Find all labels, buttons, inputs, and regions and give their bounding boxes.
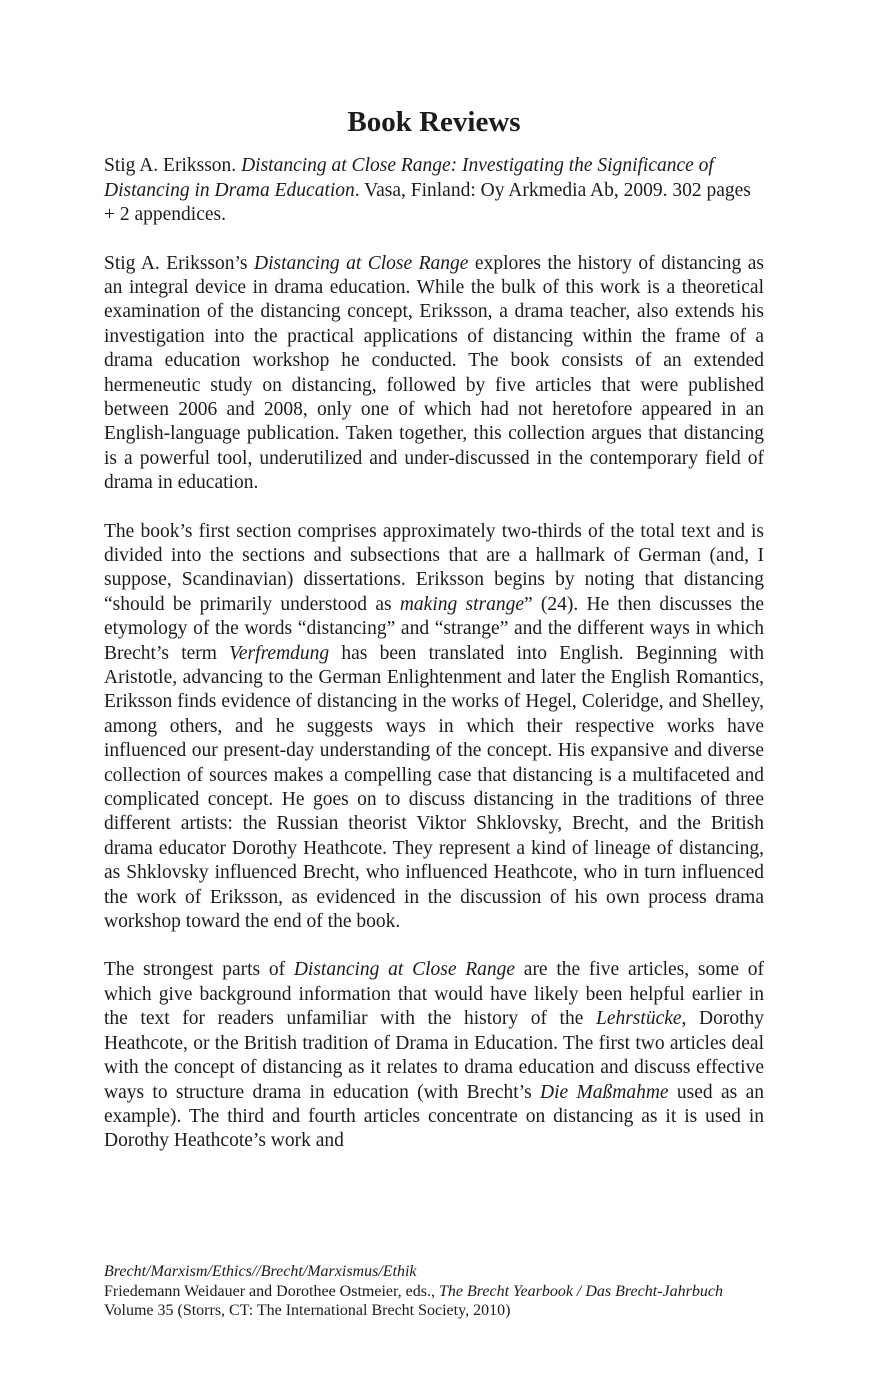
text-span: Volume 35 (Storrs, CT: The International Brecht Society, 2010) (104, 1302, 511, 1319)
paragraph-1 (104, 252, 764, 496)
footer-series-title: Brecht/Marxism/Ethics//Brecht/Marxismus/Ethik (104, 1263, 417, 1280)
footer-publication-info (104, 1282, 770, 1321)
book-citation (104, 154, 764, 228)
review-body (104, 104, 764, 1154)
page-footer (104, 1262, 770, 1321)
text-span: used as an example). The third and fourth articles concentrate on distancing as it is used in Dorothy Heathcote’s work and (104, 1081, 764, 1152)
text-span: are the five articles, some of which give background information that would have likely been helpful earlier in the text for readers unfamiliar with the history of the (104, 959, 764, 1030)
paragraph-3 (104, 958, 764, 1153)
citation-author: Stig A. Eriksson. (104, 155, 237, 176)
italic-term: Die Maßmahme (540, 1081, 669, 1103)
italic-term: making strange (399, 593, 524, 615)
text-span: Stig A. Eriksson’s (104, 252, 255, 274)
citation-publication: . Vasa, Finland: Oy Arkmedia Ab, 2009. 302 pages + 2 appendices. (104, 179, 751, 225)
book-title-italic: Distancing at Close Range (293, 959, 516, 981)
text-span: The book’s first section comprises approximately two-thirds of the total text and is divided into the sections and subsections that are a hallmark of German (and, I suppose, Scandinavian) dissertations. Eriksson begins by noting that distancing “should be primarily understood as (104, 520, 764, 615)
text-span: ” (24). He then discusses the etymology of the words “distancing” and “strange” and the different ways in which Brecht’s term (104, 593, 765, 664)
italic-term: Verfremdung (229, 642, 330, 664)
text-span: explores the history of distancing as an integral device in drama education. While the bulk of this work is a theoretical examination of the distancing concept, Eriksson, a drama teacher, also extends his investigation into the practical applications of distancing within the frame of a drama education workshop he conducted. The book consists of an extended hermeneutic study on distancing, followed by five articles that were published between 2006 and 2008, only one of which had not heretofore appeared in an English-language publication. Taken together, this collection argues that distancing is a powerful tool, underutilized and under-discussed in the contemporary field of drama in education. (104, 252, 764, 494)
yearbook-title-italic: The Brecht Yearbook / Das Brecht-Jahrbuch (439, 1282, 723, 1300)
book-title-italic: Distancing at Close Range (254, 252, 469, 274)
paragraph-2 (104, 520, 764, 935)
page-title: Book Reviews (347, 106, 521, 138)
text-span: , Dorothy Heathcote, or the British tradition of Drama in Education. The first two articles deal with the concept of distancing as it relates to drama education and discuss effective ways to structure drama in education (with Brecht’s (104, 1008, 764, 1103)
text-span: Friedemann Weidauer and Dorothee Ostmeier, eds., (104, 1282, 439, 1300)
text-span: The strongest parts of (104, 959, 294, 981)
citation-title: Distancing at Close Range: Investigating the Significance of Distancing in Drama Education (104, 155, 714, 201)
text-span: has been translated into English. Beginning with Aristotle, advancing to the German Enlightenment and later the English Romantics, Eriksson finds evidence of distancing in the works of Hegel, Coleridge, and Shelley, among others, and he suggests ways in which their respective works have influenced our present-day understanding of the concept. His expansive and diverse collection of sources makes a compelling case that distancing is a multifaceted and complicated concept. He goes on to discuss distancing in the traditions of three different artists: the Russian theorist Viktor Shklovsky, Brecht, and the British drama educator Dorothy Heathcote. They represent a kind of lineage of distancing, as Shklovsky influenced Brecht, who influenced Heathcote, who in turn influenced the work of Eriksson, as evidenced in the discussion of his own process drama workshop toward the end of the book. (104, 642, 764, 933)
italic-term: Lehrstücke (595, 1008, 682, 1030)
